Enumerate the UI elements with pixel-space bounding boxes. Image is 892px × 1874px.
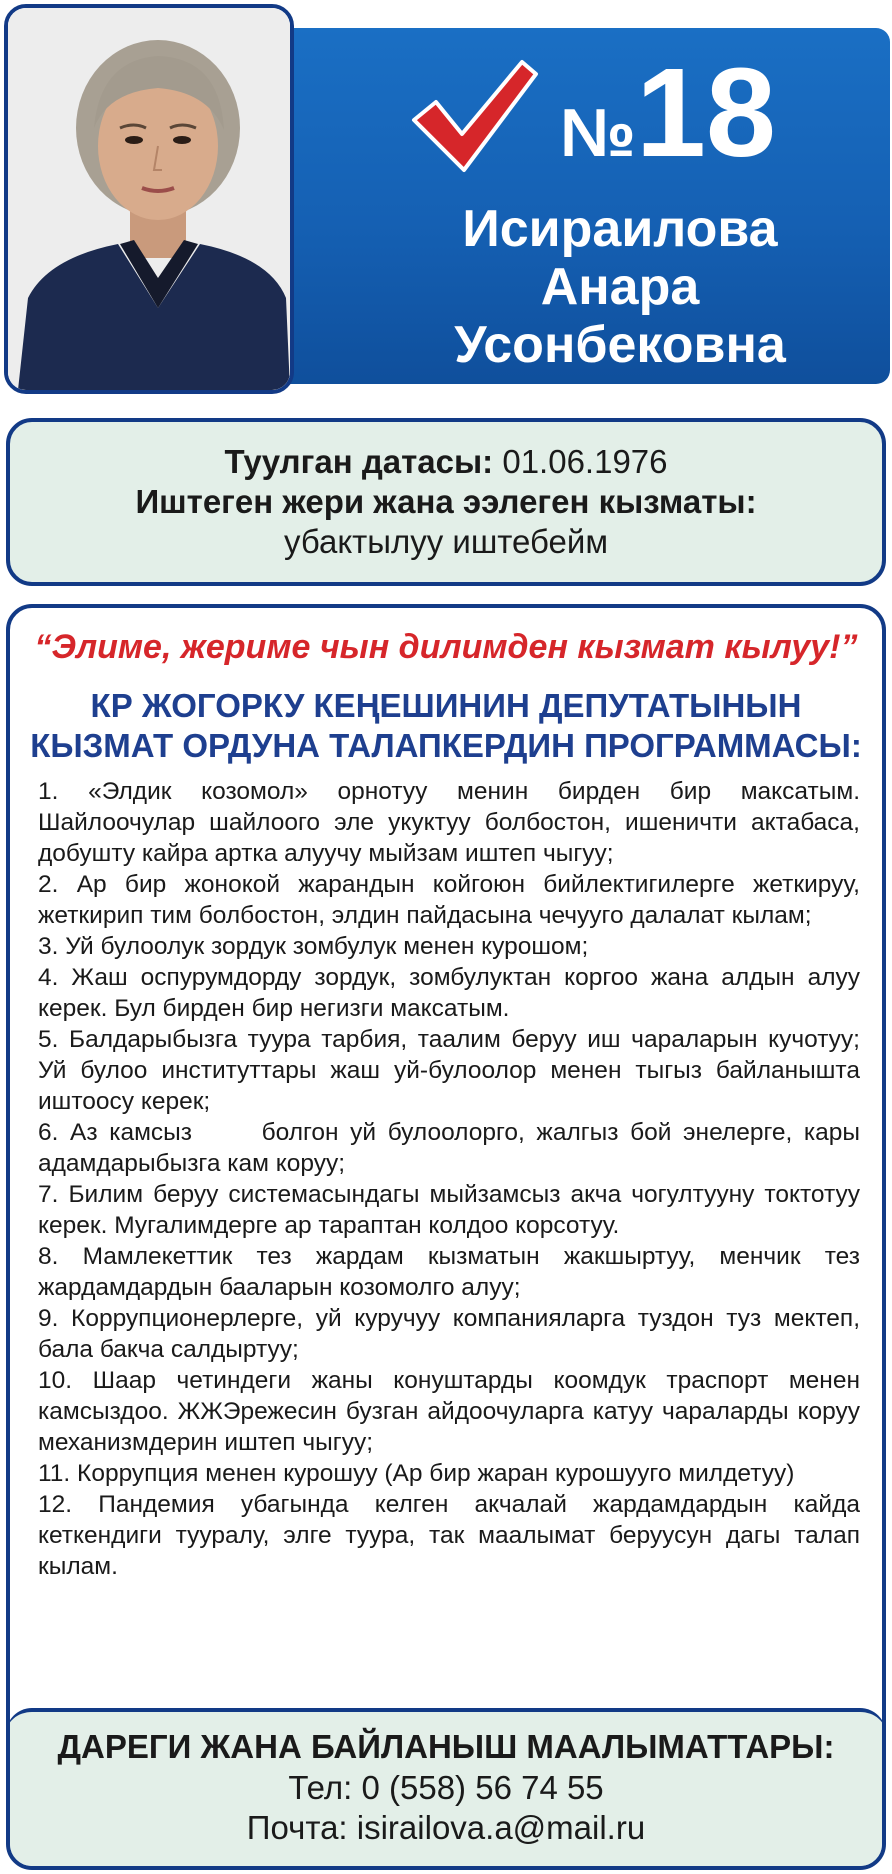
program-item: 2. Ар бир жонокой жарандын койгоюн бийлектигилерге жеткируу, жеткирип тим болбостон, элдин пайдасына чечууго далалат кылам; <box>38 871 860 929</box>
candidate-patronymic: Усонбековна <box>454 316 786 374</box>
job-label: Иштеген жери жана ээлеген кызматы: <box>135 483 757 520</box>
candidate-header <box>0 0 892 400</box>
candidate-surname: Исираилова <box>462 200 778 258</box>
birth-date-value: 01.06.1976 <box>502 443 668 480</box>
contact-email: Почта: isirailova.a@mail.ru <box>246 1809 646 1846</box>
candidate-number <box>560 42 776 183</box>
program-title <box>10 686 882 766</box>
contact-title: ДАРЕГИ ЖАНА БАЙЛАНЫШ МААЛЫМАТТАРЫ: <box>57 1728 835 1765</box>
program-items <box>38 776 867 1582</box>
number-value: 18 <box>635 42 776 183</box>
job-value: убактылуу иштебейм <box>283 523 609 560</box>
program-item: 5. Балдарыбызга туура тарбия, таалим беруу иш чараларын кучотуу; Уй булоо институттары жаш уй-булоолор менен тыгыз байланышта иштоосу керек; <box>38 1026 860 1115</box>
program-item: 1. «Элдик козомол» орнотуу менин бирден бир максатым. Шайлоочулар шайлоого эле укуктуу болбостон, ишеничти актабаса, добушту кайра артка алуучу мыйзам иштеп чыгуу; <box>38 778 860 867</box>
birth-date-line <box>10 442 882 482</box>
program-item: 3. Уй булоолук зордук зомбулук менен курошом; <box>38 933 589 960</box>
candidate-photo <box>8 8 290 390</box>
program-title-line-2: КЫЗМАТ ОРДУНА ТАЛАПКЕРДИН ПРОГРАММАСЫ: <box>30 727 862 764</box>
program-item: 8. Мамлекеттик тез жардам кызматын жакшыртуу, менчик тез жардамдардын бааларын козомолго алуу; <box>38 1243 860 1301</box>
slogan: “Элиме, жериме чын дилимден кызмат кылуу!” <box>34 628 858 666</box>
candidate-name <box>360 200 880 374</box>
program-box <box>6 604 886 1870</box>
birth-date-label: Туулган датасы: <box>224 443 494 480</box>
program-item: 7. Билим беруу системасындагы мыйзамсыз акча чогултууну токтотуу керек. Мугалимдерге ар тараптан колдоо корсотуу. <box>38 1181 860 1239</box>
program-item: 9. Коррупционерлерге, уй куручуу компанияларга туздон туз мектеп, бала бакча салдыртуу; <box>38 1305 860 1363</box>
contact-phone: Тел: 0 (558) 56 74 55 <box>288 1769 604 1806</box>
program-item: 11. Коррупция менен курошуу (Ар бир жаран курошууго милдетуу) <box>38 1460 795 1487</box>
candidate-photo-frame <box>4 4 294 394</box>
contact-box <box>6 1708 886 1870</box>
checkmark-icon <box>410 58 540 178</box>
program-item: 10. Шаар четиндеги жаны конуштарды коомдук траспорт менен камсыздоо. ЖЖЭрежесин бузган айдоочуларга катуу чараларды коруу механизмдерин иштеп чыгуу; <box>38 1367 860 1456</box>
program-title-line-1: КР ЖОГОРКУ КЕҢЕШИНИН ДЕПУТАТЫНЫН <box>90 687 802 724</box>
program-item: 12. Пандемия убагында келген акчалай жардамдардын кайда кеткендиги тууралу, элге туура, так маалымат беруусун дагы талап кылам. <box>38 1491 860 1580</box>
program-item: 4. Жаш оспурумдорду зордук, зомбулуктан коргоо жана алдын алуу керек. Бул бирден бир негизги максатым. <box>38 964 860 1022</box>
program-item: 6. Аз камсыз болгон уй булоолорго, жалгыз бой энелерге, кары адамдарыбызга кам коруу; <box>38 1119 867 1177</box>
number-prefix: № <box>560 95 636 171</box>
candidate-first-name: Анара <box>540 258 700 316</box>
job-label-line <box>10 482 882 522</box>
personal-info-box <box>6 418 886 586</box>
